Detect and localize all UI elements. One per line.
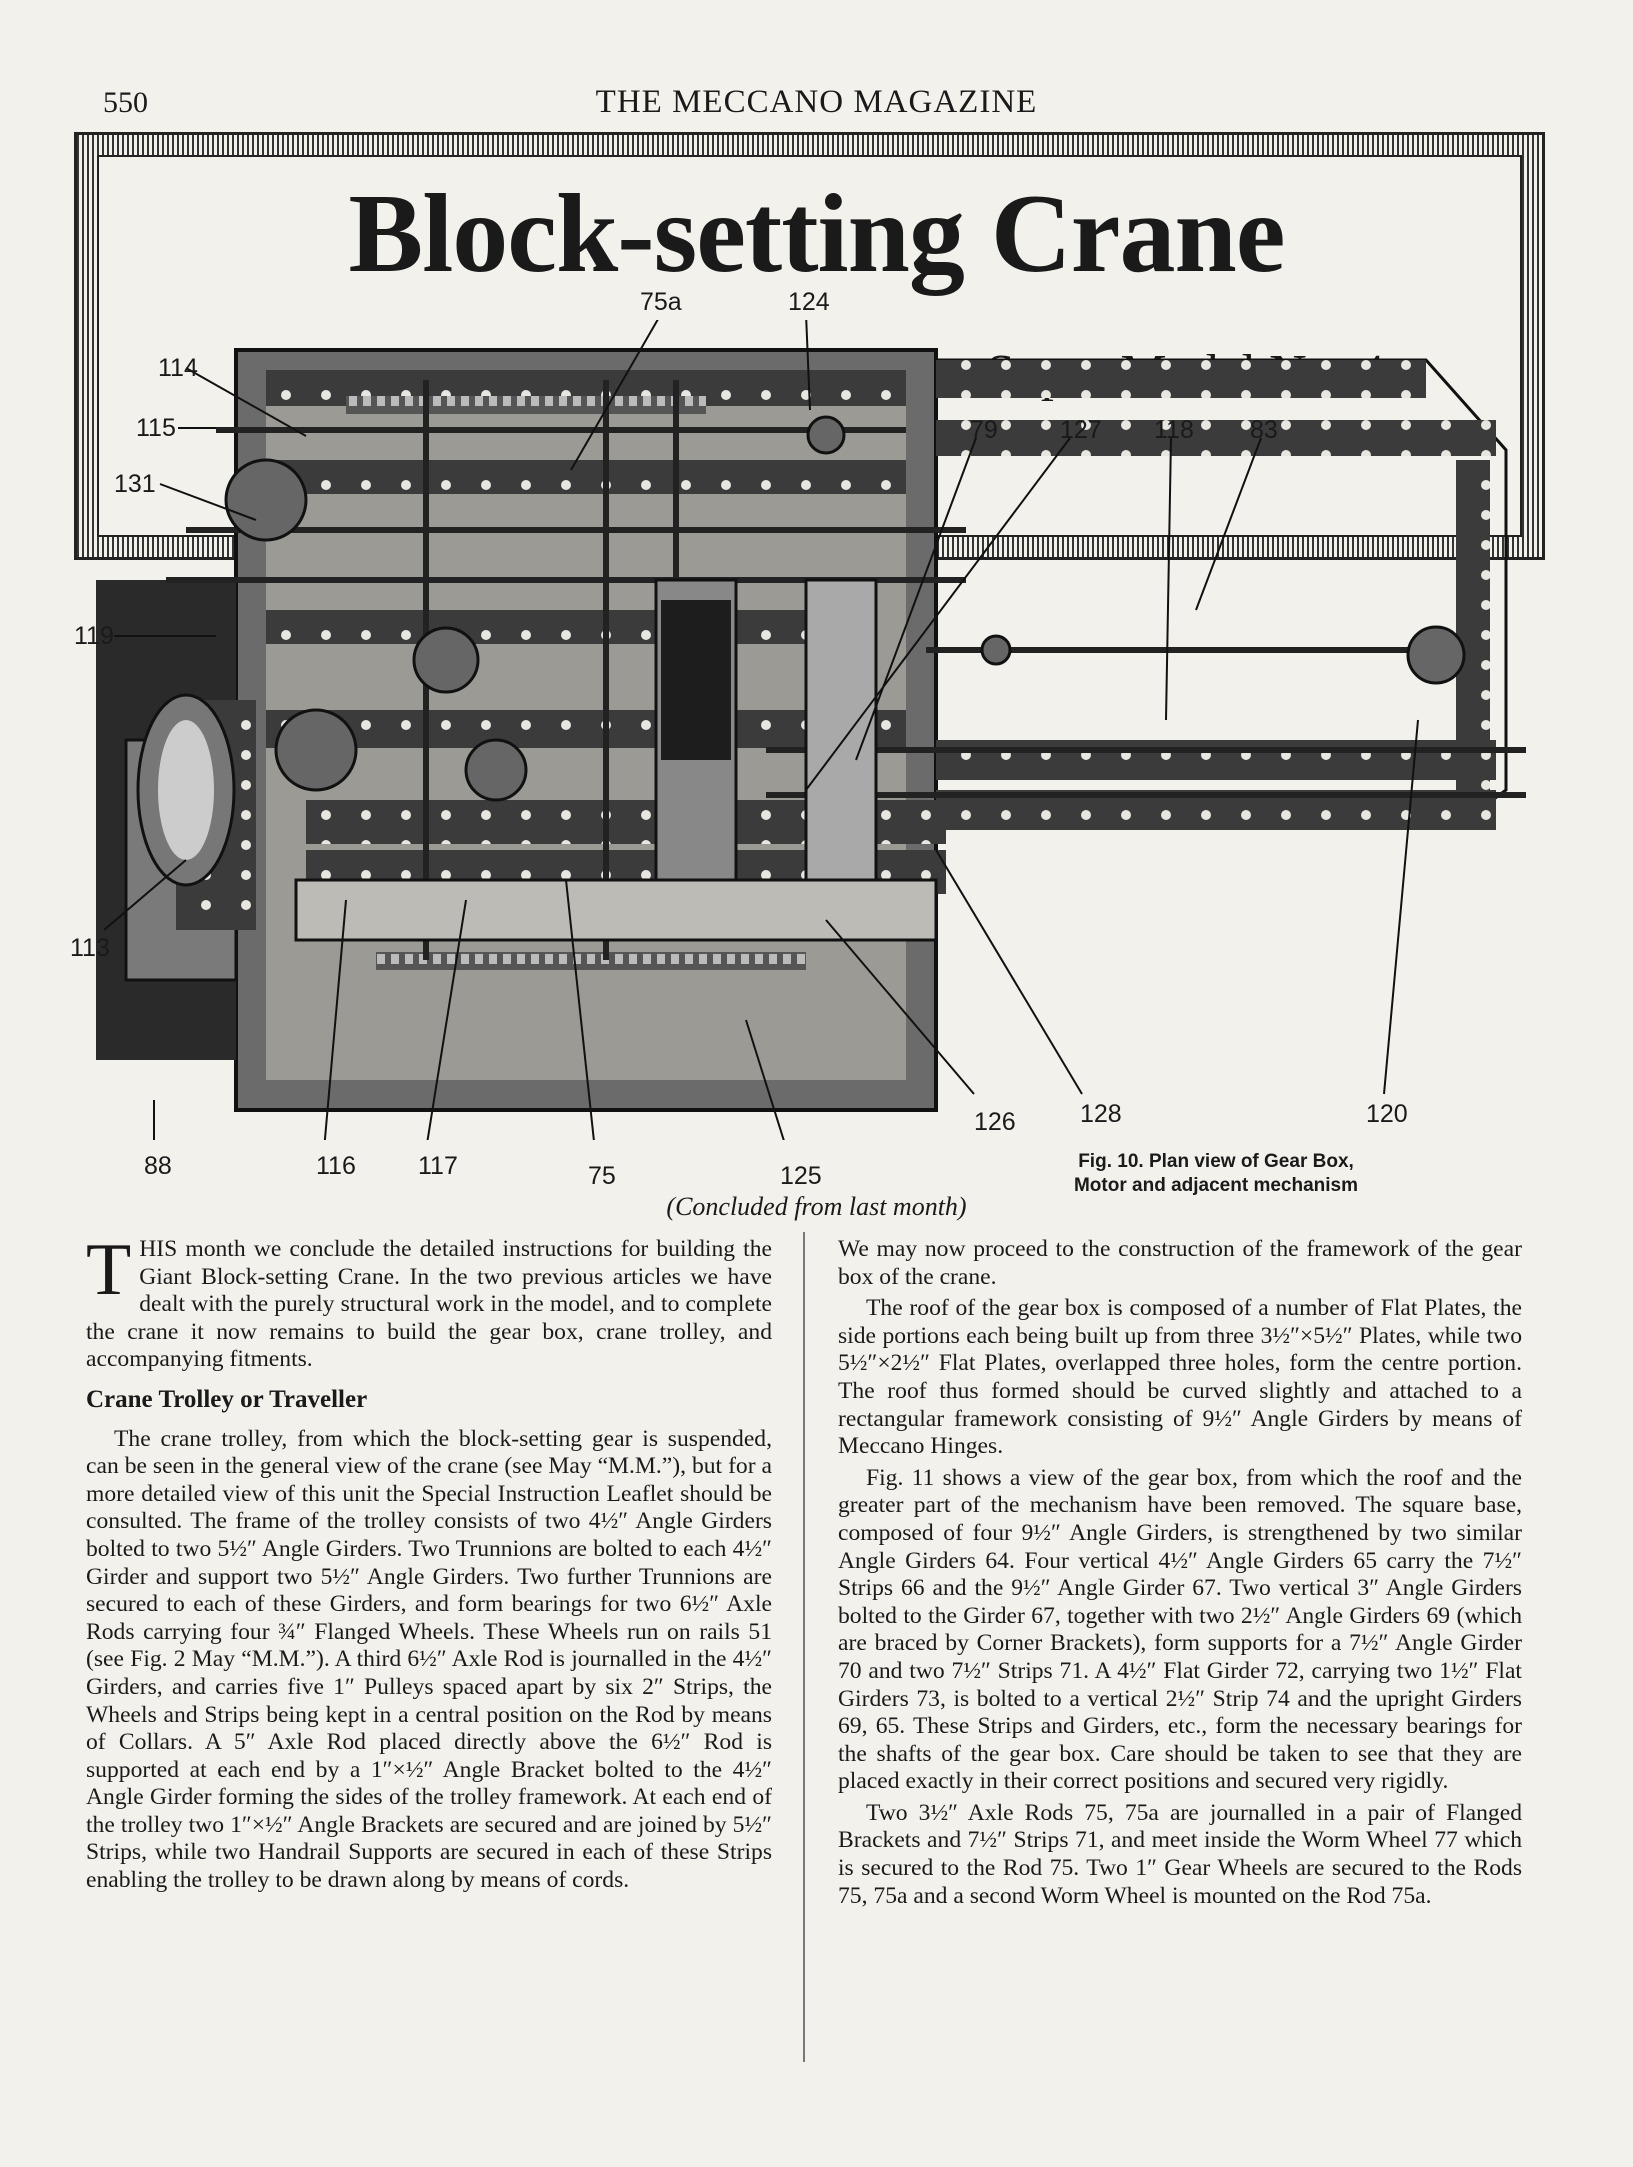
gearbox-paragraph-1: We may now proceed to the construction of the framework of the gear box of the crane. [838, 1236, 1522, 1290]
intro-text: HIS month we conclude the detailed instructions for building the Giant Block-setting Crane. In the two previous articles we have dealt with the purely structural work in the model, and to complete the crane it now remains to build the gear box, crane trolley, and accompanying fitments. [86, 1236, 772, 1373]
running-head: THE MECCANO MAGAZINE [595, 84, 1038, 120]
callout-75: 75 [588, 1162, 616, 1190]
gearbox-paragraph-3: Fig. 11 shows a view of the gear box, from which the roof and the greater part of the mechanism have been removed. The square base, composed of four 9½″ Angle Girders, is strengthened by two similar Angle Girders 64. Four vertical 4½″ Angle Girders 65 carry the 7½″ Strips 66 and the 9½″ Angle Girder 67. Two vertical 3″ Angle Girders bolted to the Girder 67, together with two 2½″ Angle Girders 69 (which are braced by Corner Brackets), form supports for a 7½″ Angle Girder 70 and two 7½″ Strips 71. A 4½″ Flat Girder 72, carrying two 1½″ Flat Girders 73, is bolted to a vertical 2½″ Strip 74 and the upright Girders 69, 65. These Strips and Girders, etc., form the necessary bearings for the shafts of the gear box. Care should be taken to see that they are placed exactly in their correct positions and secured very rigidly. [838, 1464, 1522, 1795]
callout-leaders [66, 320, 1526, 1140]
callout-126: 126 [974, 1108, 1016, 1136]
callout-116: 116 [316, 1152, 356, 1180]
article-column-left [86, 1229, 772, 1899]
callout-75a: 75a [640, 288, 682, 316]
callout-119: 119 [74, 622, 114, 650]
callout-128: 128 [1080, 1100, 1122, 1128]
trolley-paragraph: The crane trolley, from which the block-setting gear is suspended, can be seen in the general view of the crane (see May “M.M.”), but for a more detailed view of this unit the Special Instruction Leaflet should be consulted. The frame of the trolley consists of two 4½″ Angle Girders bolted to two 5½″ Angle Girders. Two Trunnions are bolted to each 4½″ Girder and support two 5½″ Angle Girders. Two further Trunnions are secured to each of these Girders, and form bearings for two 6½″ Axle Rods carrying four ¾″ Flanged Wheels. These Wheels run on rails 51 (see Fig. 2 May “M.M.”). A third 6½″ Axle Rod is journalled in the 4½″ Girders, and carries five 1″ Pulleys spaced apart by six 2″ Strips, the Wheels and Strips being kept in a central position on the Rod by means of Collars. A 5″ Axle Rod placed directly above the 6½″ Rod is supported at each end by a 1″×½″ Angle Bracket bolted to the 4½″ Angle Girder forming the sides of the trolley framework. At each end of the trolley two 1″×½″ Angle Brackets are secured and are joined by 5½″ Strips, while two Handrail Supports are secured in each of these Strips enabling the trolley to be drawn along by means of cords. [86, 1425, 772, 1894]
callout-125: 125 [780, 1162, 822, 1190]
figure-caption-line-2: Motor and adjacent mechanism [1073, 1174, 1358, 1196]
callout-83: 83 [1250, 416, 1278, 444]
callout-114: 114 [158, 354, 198, 382]
page-number: 550 [103, 86, 148, 119]
callout-79: 79 [970, 416, 998, 444]
gearbox-paragraph-4: Two 3½″ Axle Rods 75, 75a are journalled in a pair of Flanged Brackets and 7½″ Strips 71, and meet inside the Worm Wheel 77 which is secured to the Rod 75. Two 1″ Gear Wheels are secured to the Rods 75, 75a and a second Worm Wheel is mounted on the Rod 75a. [838, 1799, 1522, 1909]
column-divider [803, 1232, 805, 2062]
callout-115: 115 [136, 414, 176, 442]
callout-131: 131 [114, 470, 156, 498]
figure-caption-line-1: Fig. 10. Plan view of Gear Box, [1078, 1151, 1354, 1172]
callout-118: 118 [1154, 416, 1194, 444]
intro-paragraph [86, 1229, 772, 1374]
callout-88: 88 [144, 1152, 172, 1180]
continuation-note: (Concluded from last month) [666, 1192, 967, 1221]
callout-124: 124 [788, 288, 830, 316]
callout-120: 120 [1366, 1100, 1408, 1128]
callout-127: 127 [1060, 416, 1102, 444]
drop-cap: T [86, 1229, 132, 1311]
section-heading-trolley: Crane Trolley or Traveller [86, 1385, 368, 1413]
page-title: Block-setting Crane [348, 172, 1285, 296]
gearbox-paragraph-2: The roof of the gear box is composed of a number of Flat Plates, the side portions each being built up from three 3½″×5½″ Plates, while two 5½″×2½″ Flat Plates, overlapped three holes, form the centre portion. The roof thus formed should be curved slightly and attached to a rectangular framework consisting of 9½″ Angle Girders by means of Meccano Hinges. [838, 1295, 1522, 1460]
callout-117: 117 [418, 1152, 458, 1180]
figure-caption [1036, 1150, 1396, 1198]
callout-113: 113 [70, 934, 110, 962]
article-column-right [838, 1236, 1522, 1914]
